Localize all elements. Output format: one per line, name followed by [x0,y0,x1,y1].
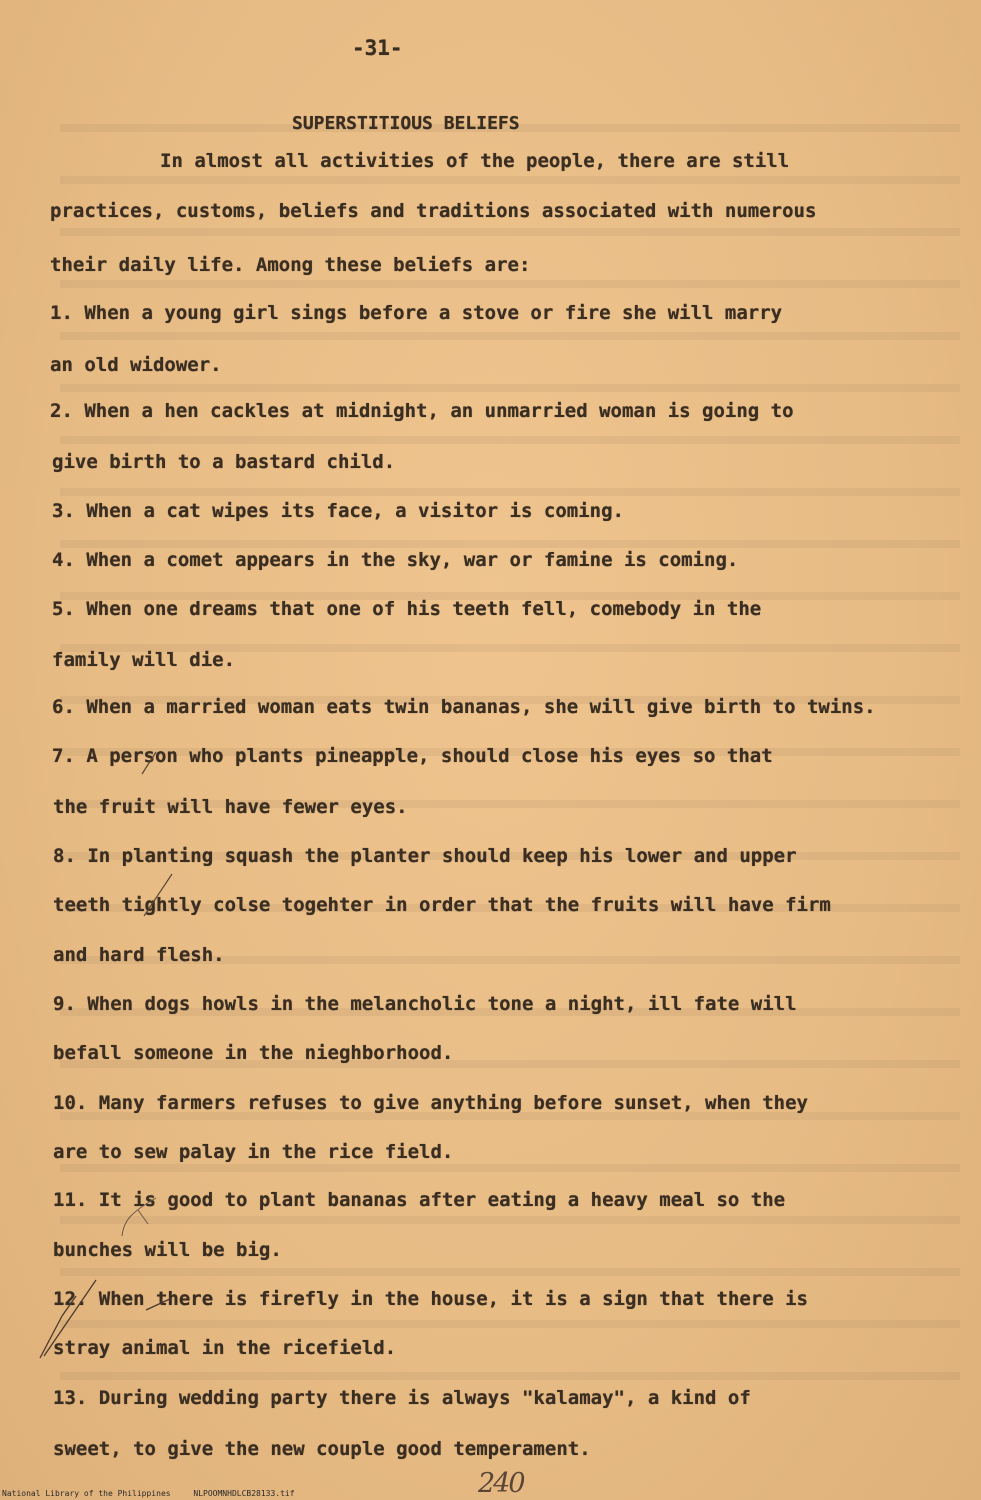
list-item: 11. It is good to plant bananas after eating a heavy meal so the [53,1189,786,1211]
list-item: 7. A person who plants pineapple, should close his eyes so that [52,745,773,767]
list-item: 10. Many farmers refuses to give anything before sunset, when they [53,1092,808,1114]
list-item: 4. When a comet appears in the sky, war or famine is coming. [52,549,739,571]
list-item-continuation: the fruit will have fewer eyes. [53,796,408,818]
paragraph-line: In almost all activities of the people, there are still [160,150,790,172]
scan-footer [2,1489,313,1498]
list-item-continuation: give birth to a bastard child. [52,451,396,473]
pencil-check-mark [36,1276,176,1362]
list-item-continuation: befall someone in the nieghborhood. [53,1042,454,1064]
list-item-continuation: and hard flesh. [53,944,225,966]
list-item: 3. When a cat wipes its face, a visitor is coming. [52,500,624,522]
list-item: 8. In planting squash the planter should keep his lower and upper [53,845,797,867]
paragraph-line: practices, customs, beliefs and traditions associated with numerous [50,200,817,222]
list-item-continuation: an old widower. [50,354,222,376]
list-item-continuation: are to sew palay in the rice field. [53,1141,454,1163]
list-item: 6. When a married woman eats twin bananas, she will give birth to twins. [52,696,876,718]
list-item: 13. During wedding party there is always "kalamay", a kind of [53,1387,751,1409]
list-item: 2. When a hen cackles at midnight, an unmarried woman is going to [50,400,794,422]
list-item-continuation: bunches will be big. [53,1239,282,1261]
pencil-check-mark [138,748,162,778]
paragraph-line: their daily life. Among these beliefs are: [50,254,531,276]
list-item-continuation: stray animal in the ricefield. [53,1337,397,1359]
list-item: 5. When one dreams that one of his teeth fell, comebody in the [52,598,762,620]
pencil-check-mark [112,1192,162,1240]
list-item-continuation: teeth tightly colse togehter in order that the fruits will have firm [53,894,831,916]
page-number: -31- [352,36,403,60]
pencil-check-mark [140,870,176,918]
list-item: 9. When dogs howls in the melancholic tone a night, ill fate will [53,993,797,1015]
list-item-continuation: sweet, to give the new couple good temperament. [53,1438,591,1460]
list-item: 1. When a young girl sings before a stove or fire she will marry [50,302,783,324]
page-title: SUPERSTITIOUS BELIEFS [292,113,520,134]
list-item-continuation: family will die. [52,649,236,671]
list-item: 12. When there is firefly in the house, it is a sign that there is [53,1288,808,1310]
file-name: NLPOOMNHDLCB28133.tif [193,1489,295,1498]
library-name: National Library of the Philippines [2,1489,171,1498]
handwritten-page-number: 240 [478,1468,524,1499]
